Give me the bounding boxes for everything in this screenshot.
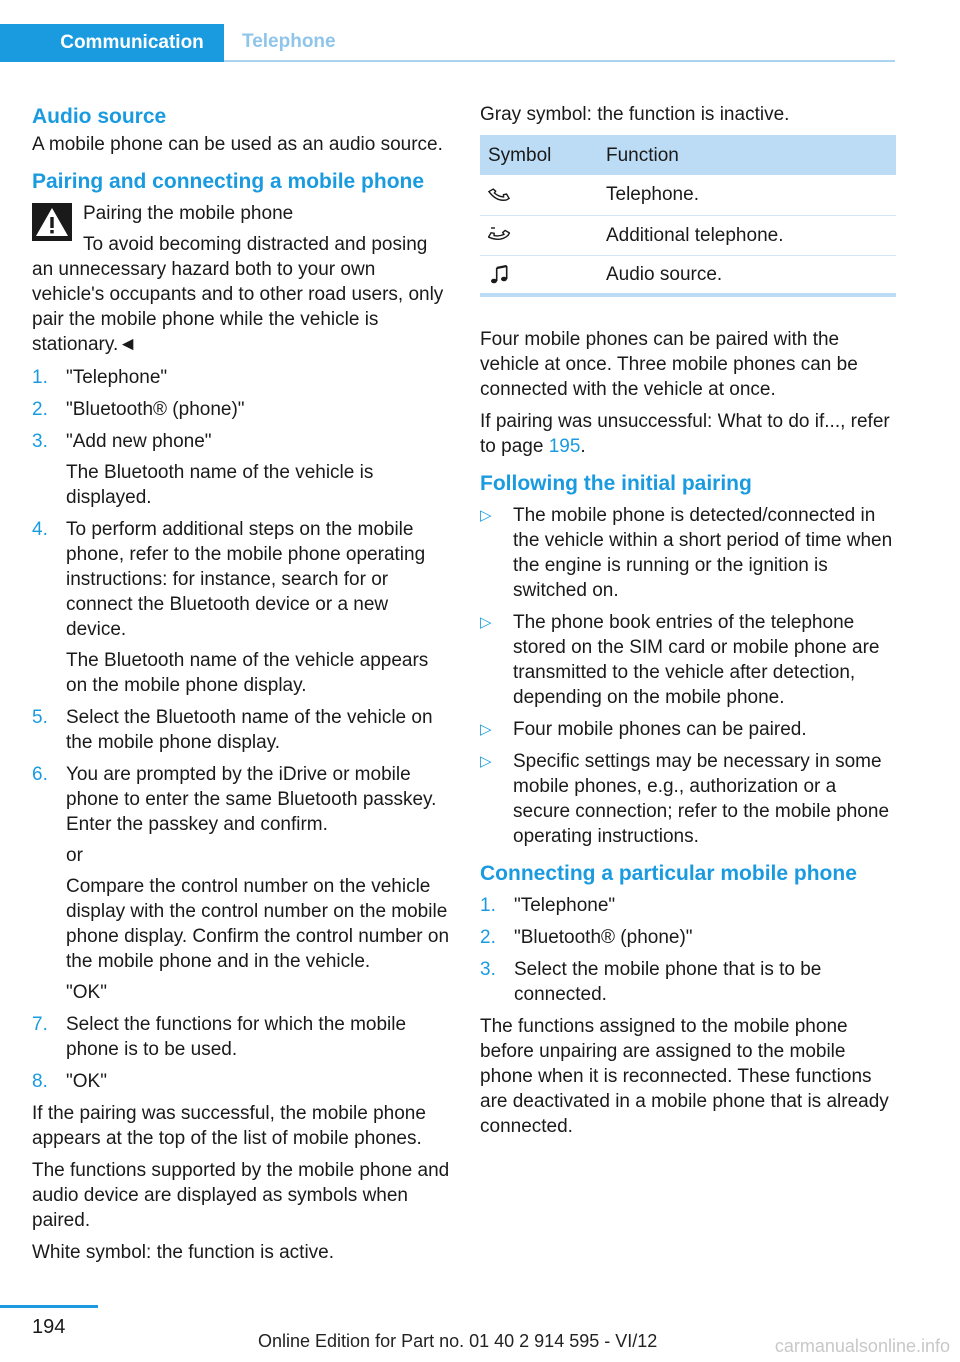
bullet-text: The phone book entries of the telephone stored on the SIM card or mobile phone are transmitted to the vehicle after detection, depending on the mobile phone.: [513, 612, 880, 708]
step-text: Select the functions for which the mobile phone is to be used.: [66, 1014, 407, 1060]
table-row: [480, 255, 896, 295]
warning-block: [32, 201, 450, 357]
warning-text: an unnecessary hazard both to your own vehicle's occupants and to other road users, only pair the mobile phone while the vehicle is stationary.◄: [32, 259, 444, 355]
right-column: [480, 100, 896, 1146]
function-additional-telephone: Additional telephone.: [598, 215, 896, 255]
pairing-steps-list: [32, 365, 450, 1094]
bullet-triangle-icon: ▷: [480, 753, 492, 770]
unsuccessful-text: If pairing was unsuccessful: What to do if..., refer to page: [480, 411, 890, 457]
list-item: [480, 610, 896, 710]
step-text: "Add new phone": [66, 431, 212, 452]
step-note: The Bluetooth name of the vehicle appears on the mobile phone display.: [66, 650, 429, 696]
step-note: "OK": [66, 982, 107, 1003]
paragraph-unsuccessful: [480, 409, 896, 459]
heading-audio-source: Audio source: [32, 105, 167, 128]
table-row: [480, 215, 896, 255]
step-number: 3.: [480, 959, 496, 980]
bullet-text: Specific settings may be necessary in some mobile phones, e.g., authorization or a secure connection; refer to the mobile phone operating instructions.: [513, 751, 890, 847]
table-header-row: [480, 135, 896, 175]
paragraph-assigned-functions: The functions assigned to the mobile phone before unpairing are assigned to the mobile phone when it is reconnected. These functions are deactivated in a mobile phone that is already connected.: [480, 1016, 889, 1137]
bullet-triangle-icon: ▷: [480, 507, 492, 524]
paragraph-white-symbol: White symbol: the function is active.: [32, 1242, 335, 1263]
list-item: [32, 762, 450, 1005]
list-item: [32, 397, 450, 422]
list-item: [480, 749, 896, 849]
additional-telephone-icon: [488, 224, 510, 246]
warning-title: Pairing the mobile phone: [83, 203, 294, 224]
following-pairing-list: [480, 503, 896, 849]
warning-text-first-line: To avoid becoming distracted and posing: [83, 234, 428, 255]
step-text: Select the mobile phone that is to be connected.: [514, 959, 822, 1005]
list-item: [32, 1069, 450, 1094]
step-number: 7.: [32, 1014, 48, 1035]
watermark: carmanualsonline.info: [774, 1336, 950, 1356]
paragraph-gray-symbol: Gray symbol: the function is inactive.: [480, 104, 790, 125]
step-number: 1.: [480, 895, 496, 916]
symbol-table: [480, 135, 896, 297]
step-text: "Telephone": [514, 895, 616, 916]
section-tab-communication[interactable]: Communication: [0, 24, 224, 62]
bullet-text: The mobile phone is detected/connected in the vehicle within a short period of time when the engine is running or the ignition is switched on.: [513, 505, 893, 601]
heading-following-pairing: Following the initial pairing: [480, 472, 752, 495]
page-header: [0, 24, 895, 62]
list-item: [480, 925, 896, 950]
step-number: 8.: [32, 1071, 48, 1092]
step-text: You are prompted by the iDrive or mobile phone to enter the same Bluetooth passkey. Enter the passkey and confirm.: [66, 764, 437, 835]
step-note: The Bluetooth name of the vehicle is displayed.: [66, 462, 374, 508]
step-number: 2.: [32, 399, 48, 420]
music-note-icon: [488, 264, 510, 286]
step-number: 1.: [32, 367, 48, 388]
warning-triangle-icon: [32, 203, 72, 241]
list-item: [32, 517, 450, 698]
step-note: Compare the control number on the vehicle display with the control number on the mobile phone display. Confirm the control number on the mobile phone and in the vehicle.: [66, 876, 450, 972]
table-row: [480, 175, 896, 215]
bullet-text: Four mobile phones can be paired.: [513, 719, 807, 740]
step-text: "Bluetooth® (phone)": [66, 399, 245, 420]
step-number: 6.: [32, 764, 48, 785]
paragraph-pairing-success: If the pairing was successful, the mobile phone appears at the top of the list of mobile phones.: [32, 1103, 426, 1149]
connecting-steps-list: [480, 893, 896, 1007]
step-text: "Bluetooth® (phone)": [514, 927, 693, 948]
paragraph-functions-symbols: The functions supported by the mobile phone and audio device are displayed as symbols when paired.: [32, 1160, 450, 1231]
list-item: [32, 429, 450, 510]
function-telephone: Telephone.: [598, 175, 896, 215]
list-item: [480, 957, 896, 1007]
footer-rule: [0, 1305, 98, 1308]
column-header-function: Function: [598, 135, 896, 175]
step-text: "Telephone": [66, 367, 168, 388]
paragraph-four-phones: Four mobile phones can be paired with the vehicle at once. Three mobile phones can be connected with the vehicle at once.: [480, 329, 858, 400]
bullet-triangle-icon: ▷: [480, 614, 492, 631]
heading-connecting-phone: Connecting a particular mobile phone: [480, 862, 857, 885]
page-number: 194: [32, 1316, 66, 1338]
edition-note: Online Edition for Part no. 01 40 2 914 595 - VI/12: [258, 1331, 658, 1351]
left-column: [32, 100, 450, 1272]
bullet-triangle-icon: ▷: [480, 721, 492, 738]
list-item: [480, 893, 896, 918]
heading-pairing-connecting: Pairing and connecting a mobile phone: [32, 170, 425, 193]
list-item: [480, 717, 896, 742]
list-item: [32, 705, 450, 755]
step-text: "OK": [66, 1071, 107, 1092]
unsuccessful-end: .: [580, 436, 586, 457]
list-item: [480, 503, 896, 603]
telephone-icon: [488, 184, 510, 206]
step-text: Select the Bluetooth name of the vehicle on the mobile phone display.: [66, 707, 433, 753]
section-tab-telephone[interactable]: Telephone: [224, 24, 895, 62]
page-reference-link[interactable]: 195: [548, 436, 581, 457]
step-number: 5.: [32, 707, 48, 728]
list-item: [32, 1012, 450, 1062]
function-audio-source: Audio source.: [598, 255, 896, 295]
step-text: To perform additional steps on the mobile phone, refer to the mobile phone operating instructions: for instance, search for or connect the Bluetooth device or a new device.: [66, 519, 426, 640]
step-number: 3.: [32, 431, 48, 452]
list-item: [32, 365, 450, 390]
paragraph-audio-source: A mobile phone can be used as an audio source.: [32, 134, 443, 155]
step-note: or: [66, 845, 83, 866]
step-number: 4.: [32, 519, 48, 540]
column-header-symbol: Symbol: [480, 135, 598, 175]
step-number: 2.: [480, 927, 496, 948]
